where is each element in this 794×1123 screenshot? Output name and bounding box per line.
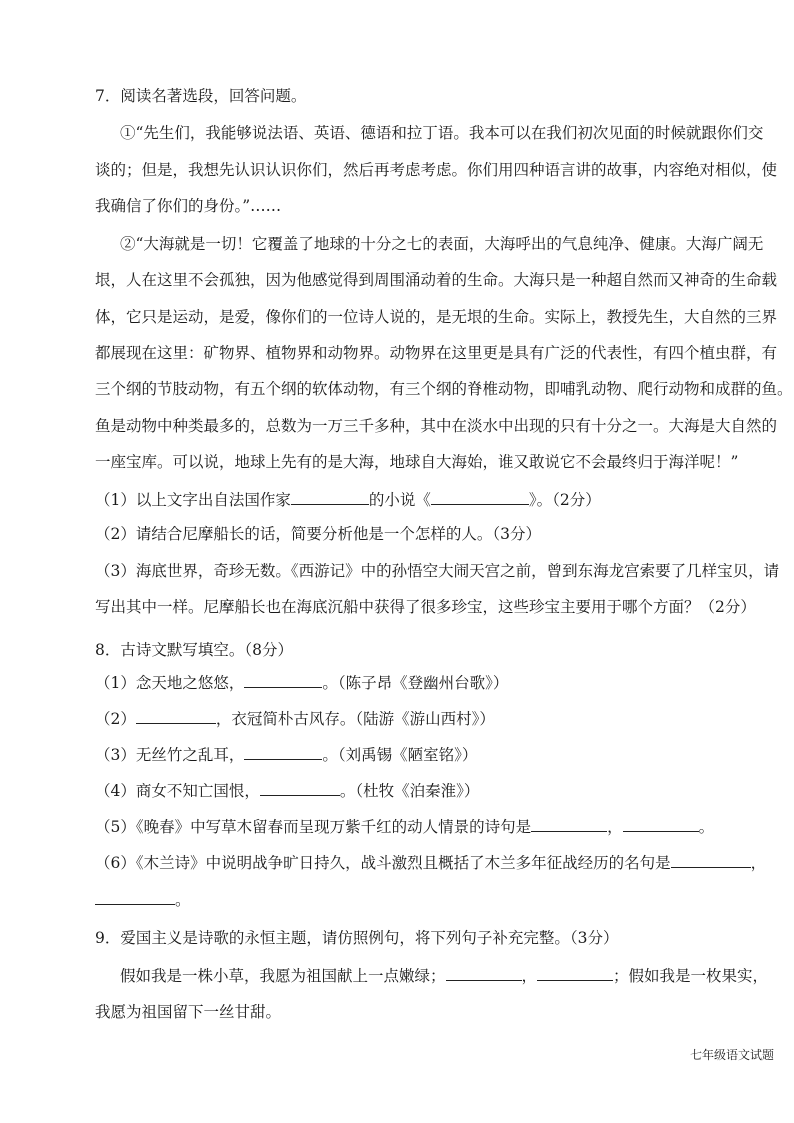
q8-item-2-text-b: ，衣冠简朴古风存。（陆游《游山西村》）	[215, 710, 495, 728]
author-answer-blank[interactable]	[291, 488, 369, 505]
q8-item-1-blank[interactable]	[244, 671, 322, 688]
q8-item-4-blank[interactable]	[260, 779, 340, 796]
q8-item-3-blank[interactable]	[244, 743, 322, 760]
q9-title: 9．爱国主义是诗歌的永恒主题，请仿照例句，将下列句子补充完整。（3分）	[95, 929, 619, 947]
q7-p1-line-2: 谈的；但是，我想先认识认识你们，然后再考虑考虑。你们用四种语言讲的故事，内容绝对相似，使	[95, 161, 778, 179]
q8-item-1	[95, 671, 508, 693]
q8-item-4-text-a: （4）商女不知亡国恨，	[95, 782, 260, 800]
q7-p2-line-4: 都展现在这里：矿物界、植物界和动物界。动物界在这里更是具有广泛的代表性，有四个植虫群，有	[95, 344, 778, 362]
q7-p2-line-3: 体，它只是运动，是爱，像你们的一位诗人说的，是无垠的生命。实际上，教授先生，大自然的三界	[95, 308, 778, 326]
q8-item-5-blank-2[interactable]	[623, 815, 699, 832]
q8-item-1-text-a: （1）念天地之悠悠，	[95, 674, 245, 692]
q7-p2-line-1: ②“大海就是一切！它覆盖了地球的十分之七的表面，大海呼出的气息纯净、健康。大海广阔无	[120, 235, 764, 253]
q7-sub3-line-2: 写出其中一样。尼摩船长也在海底沉船中获得了很多珍宝，这些珍宝主要用于哪个方面？（2分）	[95, 598, 756, 616]
q8-item-4	[95, 779, 479, 801]
q7-p2-line-7: 一座宝库。可以说，地球上先有的是大海，地球自大海始，谁又敢说它不会最终归于海洋呢！”	[95, 453, 739, 471]
q7-p2-line-6: 鱼是动物中种类最多的，总数为一万三千多种，其中在淡水中出现的只有十分之一。大海是大自然的	[95, 417, 778, 435]
q8-item-6-text-a: （6）《木兰诗》中说明战争旷日持久，战斗激烈且概括了木兰多年征战经历的名句是	[95, 854, 671, 872]
q9-line-1-text-a: 假如我是一株小草，我愿为祖国献上一点嫩绿；	[120, 967, 446, 985]
q8-item-6-line-1	[95, 851, 766, 873]
novel-title-answer-blank[interactable]	[431, 488, 529, 505]
q8-title: 8．古诗文默写填空。（8分）	[95, 641, 293, 659]
q8-item-6-text-c: 。	[175, 891, 191, 909]
q8-item-5-blank-1[interactable]	[531, 815, 607, 832]
q8-item-3-text-a: （3）无丝竹之乱耳，	[95, 746, 245, 764]
q7-p1-line-1: ①“先生们，我能够说法语、英语、德语和拉丁语。我本可以在我们初次见面的时候就跟你们交	[120, 124, 764, 142]
q8-item-6-line-2	[95, 888, 191, 910]
q7-p2-line-2: 垠，人在这里不会孤独，因为他感觉得到周围涌动着的生命。大海只是一种超自然而又神奇的生命载	[95, 271, 778, 289]
page-footer: 七年级语文试题	[689, 1048, 774, 1062]
q8-item-2	[95, 707, 495, 729]
q7-sub1	[95, 488, 601, 510]
q8-item-1-text-b: 。（陈子昂《登幽州台歌》）	[322, 674, 509, 692]
q7-title: 7．阅读名著选段，回答问题。	[95, 87, 307, 105]
q8-item-5-text-b: ，	[607, 818, 623, 836]
q7-sub1-text-b: 的小说《	[368, 491, 431, 509]
q8-item-3	[95, 743, 477, 765]
q8-item-6-blank-2[interactable]	[95, 888, 175, 905]
q8-item-5-text-c: 。	[698, 818, 715, 836]
q8-item-2-text-a: （2）	[95, 710, 136, 728]
q8-item-5-text-a: （5）《晚春》中写草木留春而呈现万紫千红的动人情景的诗句是	[95, 818, 532, 836]
q9-line-1	[120, 964, 768, 986]
q9-blank-2[interactable]	[537, 964, 613, 981]
q8-item-2-blank[interactable]	[136, 707, 216, 724]
q9-line-1-text-c: ；假如我是一枚果实，	[613, 967, 769, 985]
q9-line-2: 我愿为祖国留下一丝甘甜。	[95, 1003, 282, 1021]
q9-blank-1[interactable]	[446, 964, 522, 981]
q7-sub2: （2）请结合尼摩船长的话，简要分析他是一个怎样的人。（3分）	[95, 525, 541, 543]
q7-p2-line-5: 三个纲的节肢动物，有五个纲的软体动物，有三个纲的脊椎动物，即哺乳动物、爬行动物和成群的鱼。	[95, 380, 793, 398]
q8-item-4-text-b: 。（杜牧《泊秦淮》）	[339, 782, 480, 800]
q8-item-6-text-b: ，	[750, 854, 767, 872]
q7-p1-line-3: 我确信了你们的身份。”……	[95, 197, 282, 215]
q7-sub1-text-c: 》。（2分）	[528, 491, 601, 509]
q7-sub3-line-1: （3）海底世界，奇珍无数。《西游记》中的孙悟空大闹天宫之前，曾到东海龙宫索要了几样宝贝，请	[95, 562, 780, 580]
q9-line-1-text-b: ，	[521, 967, 538, 985]
q8-item-5	[95, 815, 714, 837]
q8-item-3-text-b: 。（刘禹锡《陋室铭》）	[322, 746, 478, 764]
q7-sub1-text-a: （1）以上文字出自法国作家	[95, 491, 291, 509]
q8-item-6-blank-1[interactable]	[671, 851, 751, 868]
